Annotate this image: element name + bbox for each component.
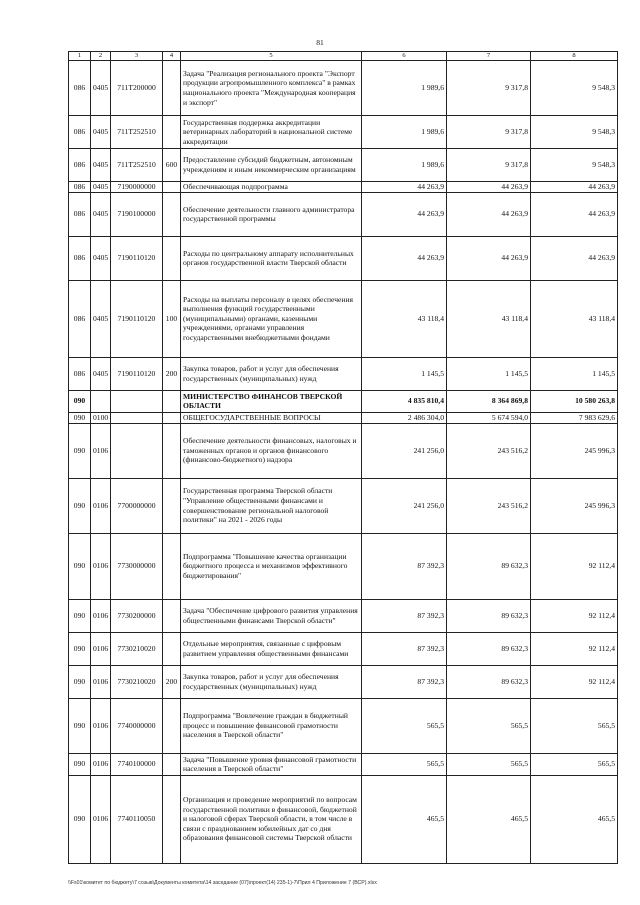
table-row (69, 192, 618, 236)
table-row (69, 390, 618, 412)
admin-code: 086 (69, 182, 91, 193)
target-article-code: 711T200000 (111, 61, 163, 116)
target-article-code: 7730210020 (111, 665, 163, 698)
admin-code: 090 (69, 390, 91, 412)
amount-col6: 87 392,3 (362, 632, 447, 665)
admin-code: 086 (69, 116, 91, 149)
amount-col8: 10 580 263,8 (531, 390, 618, 412)
amount-col6: 465,5 (362, 775, 447, 863)
section-code: 0106 (91, 753, 111, 775)
section-code: 0106 (91, 533, 111, 599)
column-number-row (69, 52, 618, 61)
expense-type-code (163, 632, 181, 665)
amount-col8: 44 263,9 (531, 182, 618, 193)
page-number: 81 (316, 38, 324, 47)
amount-col6: 241 256,0 (362, 423, 447, 478)
amount-col8: 44 263,9 (531, 236, 618, 280)
target-article-code: 7730000000 (111, 533, 163, 599)
amount-col6: 1 145,5 (362, 357, 447, 390)
amount-col6: 87 392,3 (362, 533, 447, 599)
amount-col8: 92 112,4 (531, 632, 618, 665)
amount-col6: 241 256,0 (362, 478, 447, 533)
section-code (91, 390, 111, 412)
admin-code: 090 (69, 698, 91, 753)
item-name: Обеспечивающая подпрограмма (181, 182, 362, 193)
target-article-code: 711T252510 (111, 149, 163, 182)
table-row (69, 665, 618, 698)
amount-col7: 5 674 594,0 (447, 412, 531, 423)
target-article-code: 7190110120 (111, 357, 163, 390)
item-name: Закупка товаров, работ и услуг для обеспечения государственных (муниципальных) нужд (181, 357, 362, 390)
amount-col7: 9 317,8 (447, 149, 531, 182)
item-name: Предоставление субсидий бюджетным, автономным учреждениям и иным некоммерческим организациям (181, 149, 362, 182)
admin-code: 090 (69, 478, 91, 533)
expense-type-code (163, 423, 181, 478)
admin-code: 086 (69, 192, 91, 236)
admin-code: 090 (69, 665, 91, 698)
amount-col6: 565,5 (362, 698, 447, 753)
table-row (69, 182, 618, 193)
amount-col7: 243 516,2 (447, 478, 531, 533)
table-row (69, 632, 618, 665)
expense-type-code (163, 116, 181, 149)
table-row (69, 149, 618, 182)
expense-type-code (163, 775, 181, 863)
expense-type-code: 200 (163, 665, 181, 698)
amount-col7: 9 317,8 (447, 116, 531, 149)
amount-col7: 1 145,5 (447, 357, 531, 390)
admin-code: 086 (69, 149, 91, 182)
table-row (69, 116, 618, 149)
table-row (69, 698, 618, 753)
amount-col6: 44 263,9 (362, 192, 447, 236)
section-code: 0405 (91, 280, 111, 357)
amount-col7: 565,5 (447, 753, 531, 775)
admin-code: 086 (69, 61, 91, 116)
section-code: 0106 (91, 423, 111, 478)
amount-col8: 7 983 629,6 (531, 412, 618, 423)
amount-col8: 9 548,3 (531, 149, 618, 182)
column-number: 6 (362, 52, 447, 61)
item-name: ОБЩЕГОСУДАРСТВЕННЫЕ ВОПРОСЫ (181, 412, 362, 423)
amount-col7: 43 118,4 (447, 280, 531, 357)
item-name: МИНИСТЕРСТВО ФИНАНСОВ ТВЕРСКОЙ ОБЛАСТИ (181, 390, 362, 412)
amount-col6: 1 989,6 (362, 149, 447, 182)
column-number: 2 (91, 52, 111, 61)
section-code: 0106 (91, 775, 111, 863)
amount-col8: 9 548,3 (531, 116, 618, 149)
section-code: 0405 (91, 182, 111, 193)
target-article-code: 7190110120 (111, 236, 163, 280)
amount-col6: 2 486 304,0 (362, 412, 447, 423)
section-code: 0405 (91, 236, 111, 280)
amount-col8: 1 145,5 (531, 357, 618, 390)
table-row (69, 775, 618, 863)
item-name: Подпрограмма "Вовлечение граждан в бюджетный процесс и повышение финансовой грамотности населения в Тверской области" (181, 698, 362, 753)
expense-type-code (163, 599, 181, 632)
amount-col8: 92 112,4 (531, 665, 618, 698)
expense-type-code (163, 192, 181, 236)
item-name: Задача "Реализация регионального проекта "Экспорт продукции агропромышленного комплекса" в рамках национального проекта "Международная кооперация и экспорт" (181, 61, 362, 116)
amount-col6: 1 989,6 (362, 116, 447, 149)
expense-type-code (163, 182, 181, 193)
amount-col6: 565,5 (362, 753, 447, 775)
expense-type-code: 200 (163, 357, 181, 390)
amount-col7: 44 263,9 (447, 236, 531, 280)
item-name: Задача "Обеспечение цифрового развития управления общественными финансами Тверской области" (181, 599, 362, 632)
amount-col7: 89 632,3 (447, 533, 531, 599)
amount-col8: 9 548,3 (531, 61, 618, 116)
amount-col7: 44 263,9 (447, 192, 531, 236)
item-name: Подпрограмма "Повышение качества организации бюджетного процесса и механизмов эффективного бюджетирования" (181, 533, 362, 599)
section-code: 0405 (91, 61, 111, 116)
target-article-code: 7190000000 (111, 182, 163, 193)
admin-code: 090 (69, 632, 91, 665)
admin-code: 090 (69, 775, 91, 863)
section-code: 0405 (91, 357, 111, 390)
target-article-code: 7190110120 (111, 280, 163, 357)
item-name: Государственная программа Тверской области "Управление общественными финансами и совершенствование региональной налоговой политики" на 2021 - 2026 годы (181, 478, 362, 533)
admin-code: 090 (69, 412, 91, 423)
table-row (69, 478, 618, 533)
amount-col7: 89 632,3 (447, 599, 531, 632)
target-article-code (111, 423, 163, 478)
section-code: 0405 (91, 149, 111, 182)
section-code: 0106 (91, 665, 111, 698)
expense-type-code: 600 (163, 149, 181, 182)
amount-col8: 92 112,4 (531, 533, 618, 599)
expense-type-code: 100 (163, 280, 181, 357)
table-row (69, 412, 618, 423)
section-code: 0106 (91, 599, 111, 632)
amount-col8: 44 263,9 (531, 192, 618, 236)
table-row (69, 753, 618, 775)
amount-col6: 4 835 810,4 (362, 390, 447, 412)
item-name: Расходы на выплаты персоналу в целях обеспечения выполнения функций государственными (муниципальными) органами, казенными учреждениями, органами управления государственными внебюджетными фондами (181, 280, 362, 357)
amount-col7: 465,5 (447, 775, 531, 863)
amount-col6: 44 263,9 (362, 236, 447, 280)
amount-col7: 8 364 869,8 (447, 390, 531, 412)
section-code: 0106 (91, 632, 111, 665)
expense-type-code (163, 698, 181, 753)
admin-code: 090 (69, 599, 91, 632)
item-name: Государственная поддержка аккредитации ветеринарных лабораторий в национальной системе аккредитации (181, 116, 362, 149)
item-name: Расходы по центральному аппарату исполнительных органов государственной власти Тверской области (181, 236, 362, 280)
expense-type-code (163, 236, 181, 280)
table-row (69, 599, 618, 632)
item-name: Задача "Повышение уровня финансовой грамотности населения в Тверской области" (181, 753, 362, 775)
target-article-code: 7740100000 (111, 753, 163, 775)
admin-code: 090 (69, 423, 91, 478)
table-row (69, 357, 618, 390)
table-row (69, 423, 618, 478)
amount-col6: 43 118,4 (362, 280, 447, 357)
amount-col6: 87 392,3 (362, 665, 447, 698)
column-number: 4 (163, 52, 181, 61)
amount-col6: 87 392,3 (362, 599, 447, 632)
section-code: 0405 (91, 116, 111, 149)
amount-col7: 44 263,9 (447, 182, 531, 193)
expense-type-code (163, 61, 181, 116)
amount-col8: 565,5 (531, 753, 618, 775)
amount-col8: 245 996,3 (531, 478, 618, 533)
section-code: 0106 (91, 478, 111, 533)
budget-table (68, 51, 618, 864)
table-row (69, 280, 618, 357)
target-article-code: 7740110050 (111, 775, 163, 863)
expense-type-code (163, 478, 181, 533)
amount-col8: 245 996,3 (531, 423, 618, 478)
item-name: Закупка товаров, работ и услуг для обеспечения государственных (муниципальных) нужд (181, 665, 362, 698)
admin-code: 090 (69, 753, 91, 775)
column-number: 7 (447, 52, 531, 61)
expense-type-code (163, 753, 181, 775)
section-code: 0100 (91, 412, 111, 423)
amount-col8: 565,5 (531, 698, 618, 753)
section-code: 0106 (91, 698, 111, 753)
column-number: 3 (111, 52, 163, 61)
table-row (69, 533, 618, 599)
target-article-code: 711T252510 (111, 116, 163, 149)
column-number: 5 (181, 52, 362, 61)
section-code: 0405 (91, 192, 111, 236)
amount-col7: 243 516,2 (447, 423, 531, 478)
admin-code: 090 (69, 533, 91, 599)
amount-col7: 89 632,3 (447, 665, 531, 698)
target-article-code: 7730200000 (111, 599, 163, 632)
column-number: 1 (69, 52, 91, 61)
item-name: Организация и проведение мероприятий по вопросам государственной политики в финансовой, бюджетной и налоговой сферах Тверской области, в том числе в связи с празднованием юбилейных дат со дня образования финансовой системы Тверской области (181, 775, 362, 863)
target-article-code: 7700000000 (111, 478, 163, 533)
expense-type-code (163, 412, 181, 423)
amount-col6: 1 989,6 (362, 61, 447, 116)
admin-code: 086 (69, 236, 91, 280)
amount-col8: 92 112,4 (531, 599, 618, 632)
item-name: Отдельные мероприятия, связанные с цифровым развитием управления общественными финансами (181, 632, 362, 665)
target-article-code: 7190100000 (111, 192, 163, 236)
table-row (69, 61, 618, 116)
target-article-code (111, 412, 163, 423)
column-number: 8 (531, 52, 618, 61)
admin-code: 086 (69, 280, 91, 357)
admin-code: 086 (69, 357, 91, 390)
file-path-footer: \\Fs01\комитет по бюджету\7 созыв\Документы комитета\14 заседание (07)\проект(14) 235-1)-7\Прил 4 Приложение 7 (ВСР).xlsx (68, 880, 377, 886)
target-article-code: 7730210020 (111, 632, 163, 665)
expense-type-code (163, 390, 181, 412)
amount-col8: 43 118,4 (531, 280, 618, 357)
amount-col7: 9 317,8 (447, 61, 531, 116)
item-name: Обеспечение деятельности финансовых, налоговых и таможенных органов и органов финансового (финансово-бюджетного) надзора (181, 423, 362, 478)
amount-col7: 565,5 (447, 698, 531, 753)
amount-col7: 89 632,3 (447, 632, 531, 665)
table-row (69, 236, 618, 280)
expense-type-code (163, 533, 181, 599)
amount-col8: 465,5 (531, 775, 618, 863)
item-name: Обеспечение деятельности главного администратора государственной программы (181, 192, 362, 236)
target-article-code (111, 390, 163, 412)
amount-col6: 44 263,9 (362, 182, 447, 193)
target-article-code: 7740000000 (111, 698, 163, 753)
